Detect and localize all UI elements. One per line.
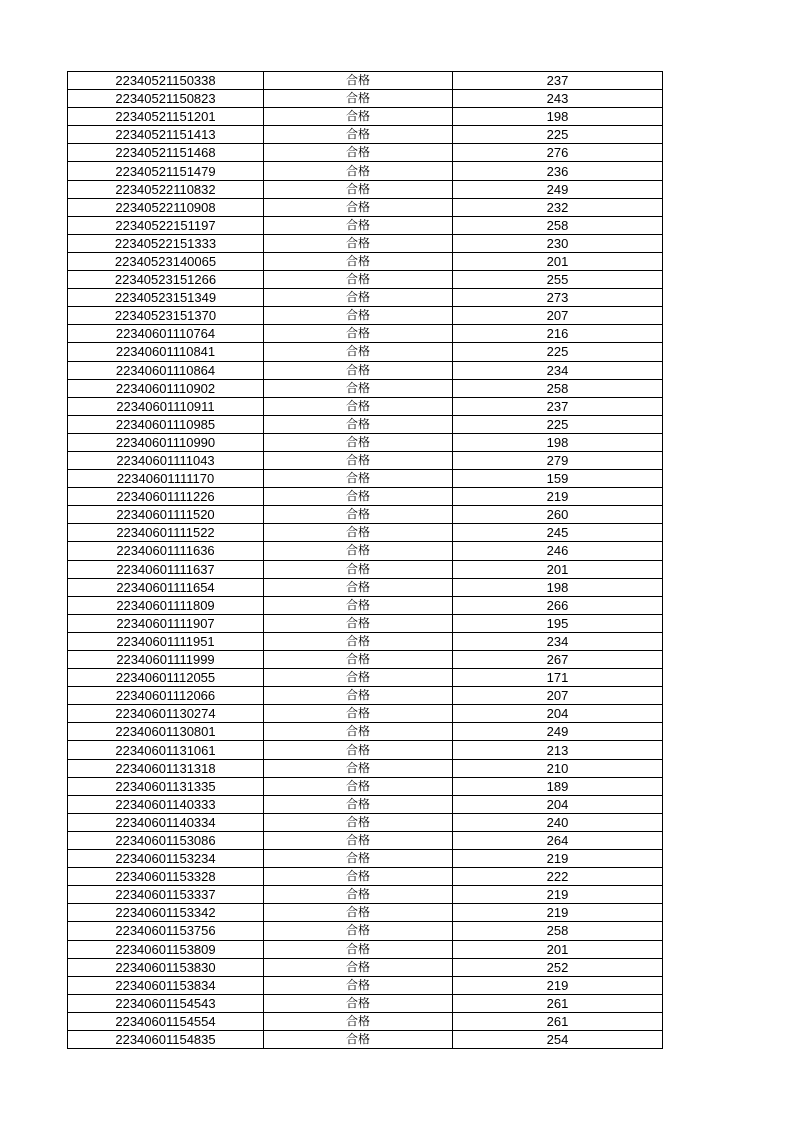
table-row: [68, 614, 663, 632]
score-cell: 240: [453, 813, 663, 831]
candidate-id-cell: 22340522110832: [68, 180, 264, 198]
result-cell: 合格: [264, 922, 453, 940]
score-cell: 243: [453, 90, 663, 108]
table-row: [68, 451, 663, 469]
score-cell: 255: [453, 271, 663, 289]
result-cell: 合格: [264, 651, 453, 669]
score-cell: 261: [453, 994, 663, 1012]
score-cell: 198: [453, 108, 663, 126]
result-cell: 合格: [264, 976, 453, 994]
result-cell: 合格: [264, 470, 453, 488]
table-row: [68, 795, 663, 813]
score-cell: 234: [453, 632, 663, 650]
score-cell: 266: [453, 596, 663, 614]
table-row: [68, 162, 663, 180]
score-cell: 219: [453, 488, 663, 506]
table-row: [68, 433, 663, 451]
table-row: [68, 940, 663, 958]
candidate-id-cell: 22340601153328: [68, 868, 264, 886]
score-cell: 207: [453, 307, 663, 325]
table-row: [68, 506, 663, 524]
results-table-body: [68, 72, 663, 1049]
result-cell: 合格: [264, 632, 453, 650]
candidate-id-cell: 22340522151333: [68, 234, 264, 252]
score-cell: 249: [453, 180, 663, 198]
table-row: [68, 958, 663, 976]
table-row: [68, 524, 663, 542]
score-cell: 213: [453, 741, 663, 759]
result-cell: 合格: [264, 560, 453, 578]
result-cell: 合格: [264, 904, 453, 922]
candidate-id-cell: 22340521151413: [68, 126, 264, 144]
table-row: [68, 234, 663, 252]
candidate-id-cell: 22340601110990: [68, 433, 264, 451]
results-table: [67, 71, 663, 1049]
candidate-id-cell: 22340601112066: [68, 687, 264, 705]
table-row: [68, 578, 663, 596]
result-cell: 合格: [264, 868, 453, 886]
table-row: [68, 831, 663, 849]
result-cell: 合格: [264, 524, 453, 542]
result-cell: 合格: [264, 614, 453, 632]
table-row: [68, 271, 663, 289]
score-cell: 252: [453, 958, 663, 976]
candidate-id-cell: 22340601131335: [68, 777, 264, 795]
result-cell: 合格: [264, 271, 453, 289]
result-cell: 合格: [264, 596, 453, 614]
table-row: [68, 868, 663, 886]
candidate-id-cell: 22340601130274: [68, 705, 264, 723]
candidate-id-cell: 22340523140065: [68, 252, 264, 270]
result-cell: 合格: [264, 723, 453, 741]
table-row: [68, 1012, 663, 1030]
score-cell: 207: [453, 687, 663, 705]
table-row: [68, 741, 663, 759]
candidate-id-cell: 22340521151479: [68, 162, 264, 180]
candidate-id-cell: 22340601140334: [68, 813, 264, 831]
candidate-id-cell: 22340601112055: [68, 669, 264, 687]
table-row: [68, 180, 663, 198]
score-cell: 254: [453, 1030, 663, 1048]
table-row: [68, 705, 663, 723]
result-cell: 合格: [264, 252, 453, 270]
table-row: [68, 415, 663, 433]
score-cell: 258: [453, 379, 663, 397]
table-row: [68, 904, 663, 922]
result-cell: 合格: [264, 705, 453, 723]
score-cell: 245: [453, 524, 663, 542]
candidate-id-cell: 22340601154835: [68, 1030, 264, 1048]
score-cell: 225: [453, 343, 663, 361]
candidate-id-cell: 22340601111636: [68, 542, 264, 560]
candidate-id-cell: 22340601111999: [68, 651, 264, 669]
score-cell: 267: [453, 651, 663, 669]
table-row: [68, 759, 663, 777]
result-cell: 合格: [264, 687, 453, 705]
score-cell: 222: [453, 868, 663, 886]
candidate-id-cell: 22340601111654: [68, 578, 264, 596]
result-cell: 合格: [264, 198, 453, 216]
result-cell: 合格: [264, 289, 453, 307]
table-row: [68, 777, 663, 795]
table-row: [68, 976, 663, 994]
result-cell: 合格: [264, 741, 453, 759]
table-row: [68, 343, 663, 361]
score-cell: 201: [453, 252, 663, 270]
result-cell: 合格: [264, 958, 453, 976]
candidate-id-cell: 22340601111520: [68, 506, 264, 524]
table-row: [68, 198, 663, 216]
candidate-id-cell: 22340601110911: [68, 397, 264, 415]
score-cell: 273: [453, 289, 663, 307]
candidate-id-cell: 22340601153756: [68, 922, 264, 940]
table-row: [68, 632, 663, 650]
table-row: [68, 922, 663, 940]
table-row: [68, 289, 663, 307]
candidate-id-cell: 22340601111951: [68, 632, 264, 650]
score-cell: 237: [453, 72, 663, 90]
table-row: [68, 669, 663, 687]
score-cell: 219: [453, 850, 663, 868]
table-row: [68, 325, 663, 343]
score-cell: 225: [453, 126, 663, 144]
score-cell: 249: [453, 723, 663, 741]
score-cell: 264: [453, 831, 663, 849]
score-cell: 201: [453, 940, 663, 958]
table-row: [68, 1030, 663, 1048]
result-cell: 合格: [264, 379, 453, 397]
candidate-id-cell: 22340521150338: [68, 72, 264, 90]
result-cell: 合格: [264, 307, 453, 325]
table-row: [68, 723, 663, 741]
result-cell: 合格: [264, 90, 453, 108]
candidate-id-cell: 22340601110902: [68, 379, 264, 397]
result-cell: 合格: [264, 234, 453, 252]
result-cell: 合格: [264, 180, 453, 198]
score-cell: 216: [453, 325, 663, 343]
candidate-id-cell: 22340601153809: [68, 940, 264, 958]
score-cell: 246: [453, 542, 663, 560]
candidate-id-cell: 22340601111522: [68, 524, 264, 542]
candidate-id-cell: 22340601130801: [68, 723, 264, 741]
candidate-id-cell: 22340521150823: [68, 90, 264, 108]
result-cell: 合格: [264, 216, 453, 234]
candidate-id-cell: 22340601153342: [68, 904, 264, 922]
result-cell: 合格: [264, 433, 453, 451]
table-row: [68, 379, 663, 397]
candidate-id-cell: 22340521151468: [68, 144, 264, 162]
score-cell: 279: [453, 451, 663, 469]
table-row: [68, 651, 663, 669]
score-cell: 198: [453, 578, 663, 596]
candidate-id-cell: 22340523151370: [68, 307, 264, 325]
candidate-id-cell: 22340601154554: [68, 1012, 264, 1030]
score-cell: 219: [453, 886, 663, 904]
result-cell: 合格: [264, 1030, 453, 1048]
table-row: [68, 488, 663, 506]
result-cell: 合格: [264, 578, 453, 596]
result-cell: 合格: [264, 343, 453, 361]
result-cell: 合格: [264, 415, 453, 433]
score-cell: 234: [453, 361, 663, 379]
result-cell: 合格: [264, 759, 453, 777]
table-row: [68, 813, 663, 831]
score-cell: 195: [453, 614, 663, 632]
candidate-id-cell: 22340601111907: [68, 614, 264, 632]
candidate-id-cell: 22340522110908: [68, 198, 264, 216]
table-row: [68, 397, 663, 415]
result-cell: 合格: [264, 451, 453, 469]
candidate-id-cell: 22340601111226: [68, 488, 264, 506]
candidate-id-cell: 22340601110864: [68, 361, 264, 379]
score-cell: 219: [453, 976, 663, 994]
table-row: [68, 126, 663, 144]
table-row: [68, 307, 663, 325]
table-row: [68, 216, 663, 234]
candidate-id-cell: 22340601131061: [68, 741, 264, 759]
table-row: [68, 72, 663, 90]
candidate-id-cell: 22340601153086: [68, 831, 264, 849]
table-row: [68, 596, 663, 614]
result-cell: 合格: [264, 994, 453, 1012]
score-cell: 171: [453, 669, 663, 687]
candidate-id-cell: 22340601153830: [68, 958, 264, 976]
score-cell: 225: [453, 415, 663, 433]
candidate-id-cell: 22340601131318: [68, 759, 264, 777]
result-cell: 合格: [264, 162, 453, 180]
table-row: [68, 252, 663, 270]
score-cell: 232: [453, 198, 663, 216]
candidate-id-cell: 22340601111043: [68, 451, 264, 469]
score-cell: 276: [453, 144, 663, 162]
score-cell: 236: [453, 162, 663, 180]
result-cell: 合格: [264, 850, 453, 868]
table-row: [68, 470, 663, 488]
result-cell: 合格: [264, 488, 453, 506]
table-row: [68, 560, 663, 578]
table-row: [68, 886, 663, 904]
score-cell: 258: [453, 922, 663, 940]
table-row: [68, 144, 663, 162]
candidate-id-cell: 22340601111637: [68, 560, 264, 578]
candidate-id-cell: 22340601111809: [68, 596, 264, 614]
score-cell: 260: [453, 506, 663, 524]
result-cell: 合格: [264, 777, 453, 795]
table-row: [68, 994, 663, 1012]
candidate-id-cell: 22340601153834: [68, 976, 264, 994]
score-cell: 204: [453, 705, 663, 723]
table-row: [68, 90, 663, 108]
table-row: [68, 850, 663, 868]
candidate-id-cell: 22340601110764: [68, 325, 264, 343]
result-cell: 合格: [264, 144, 453, 162]
candidate-id-cell: 22340523151266: [68, 271, 264, 289]
result-cell: 合格: [264, 126, 453, 144]
table-row: [68, 687, 663, 705]
candidate-id-cell: 22340601153337: [68, 886, 264, 904]
score-cell: 198: [453, 433, 663, 451]
score-cell: 210: [453, 759, 663, 777]
candidate-id-cell: 22340601110841: [68, 343, 264, 361]
result-cell: 合格: [264, 72, 453, 90]
score-cell: 237: [453, 397, 663, 415]
result-cell: 合格: [264, 669, 453, 687]
table-row: [68, 108, 663, 126]
table-row: [68, 542, 663, 560]
result-cell: 合格: [264, 1012, 453, 1030]
candidate-id-cell: 22340601110985: [68, 415, 264, 433]
result-cell: 合格: [264, 795, 453, 813]
candidate-id-cell: 22340601154543: [68, 994, 264, 1012]
score-cell: 258: [453, 216, 663, 234]
candidate-id-cell: 22340523151349: [68, 289, 264, 307]
result-cell: 合格: [264, 361, 453, 379]
candidate-id-cell: 22340601153234: [68, 850, 264, 868]
result-cell: 合格: [264, 831, 453, 849]
result-cell: 合格: [264, 108, 453, 126]
candidate-id-cell: 22340521151201: [68, 108, 264, 126]
result-cell: 合格: [264, 397, 453, 415]
candidate-id-cell: 22340522151197: [68, 216, 264, 234]
score-cell: 261: [453, 1012, 663, 1030]
score-cell: 201: [453, 560, 663, 578]
score-cell: 230: [453, 234, 663, 252]
score-cell: 219: [453, 904, 663, 922]
score-cell: 204: [453, 795, 663, 813]
result-cell: 合格: [264, 813, 453, 831]
score-cell: 159: [453, 470, 663, 488]
result-cell: 合格: [264, 940, 453, 958]
table-row: [68, 361, 663, 379]
result-cell: 合格: [264, 325, 453, 343]
candidate-id-cell: 22340601140333: [68, 795, 264, 813]
candidate-id-cell: 22340601111170: [68, 470, 264, 488]
result-cell: 合格: [264, 542, 453, 560]
result-cell: 合格: [264, 506, 453, 524]
score-cell: 189: [453, 777, 663, 795]
result-cell: 合格: [264, 886, 453, 904]
